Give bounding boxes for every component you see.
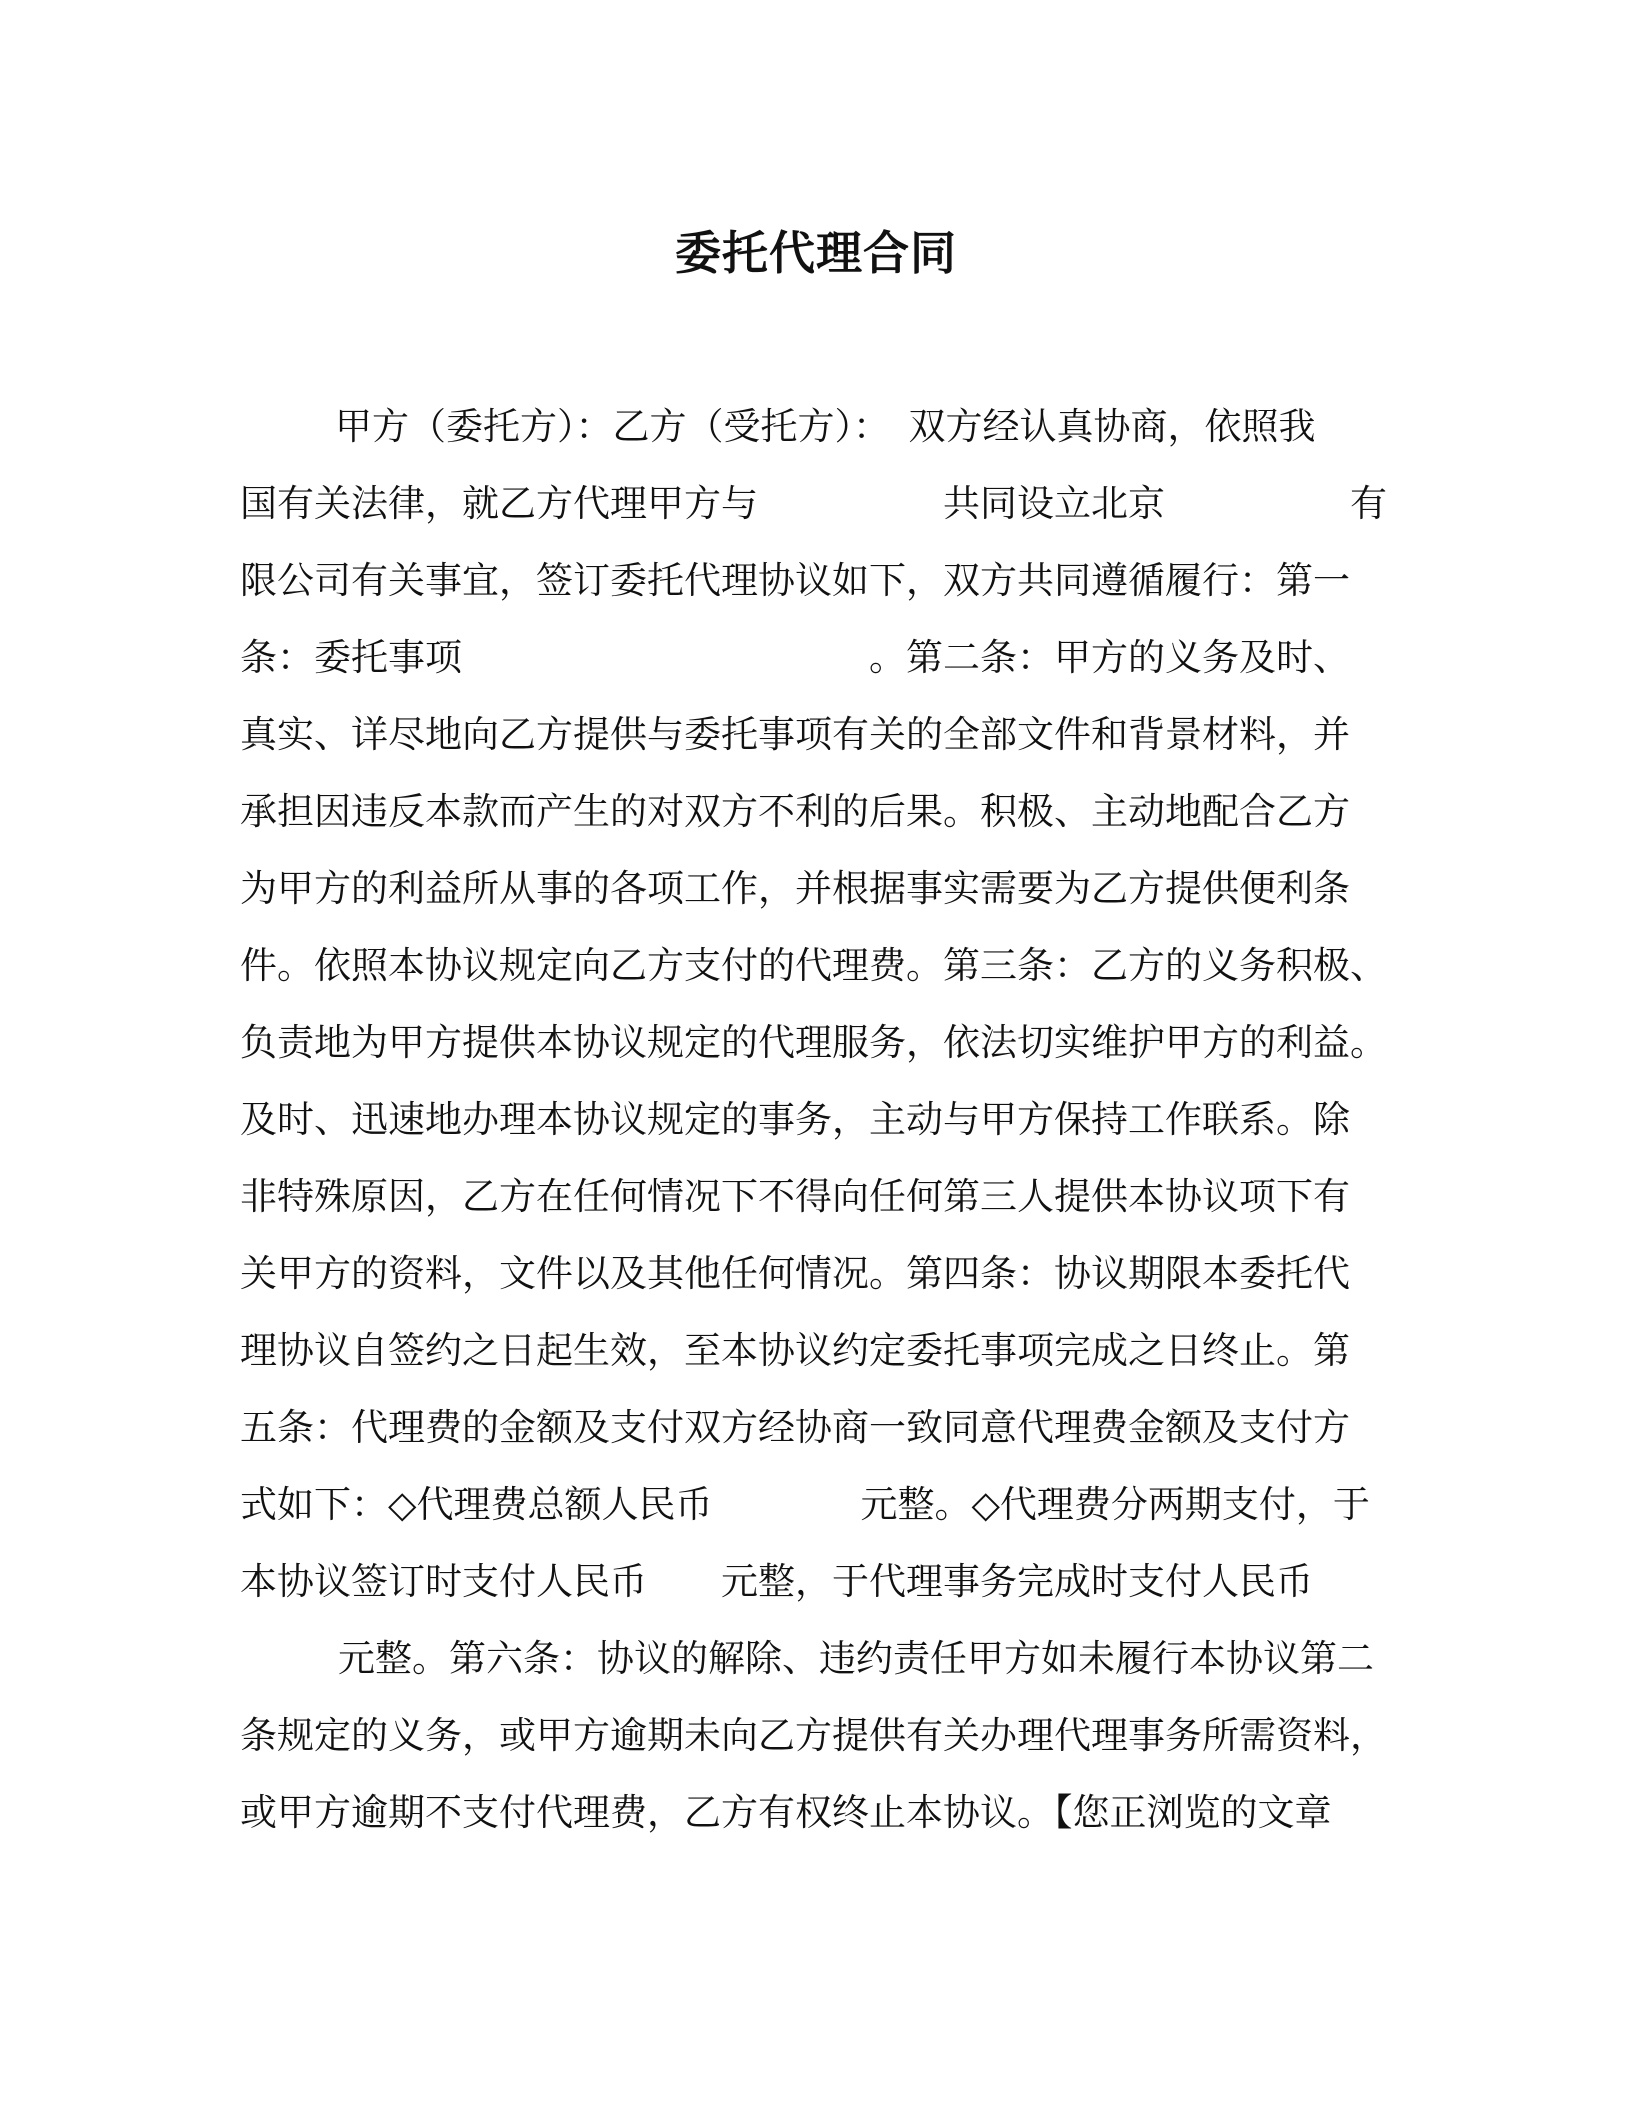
- body-line: 元整。第六条：协议的解除、违约责任甲方如未履行本协议第二: [338, 1637, 1374, 1680]
- body-line: 国有关法律，就乙方代理甲方与 共同设立北京 有: [240, 482, 1387, 525]
- body-line: 理协议自签约之日起生效，至本协议约定委托事项完成之日终止。第: [240, 1329, 1350, 1372]
- body-line: 为甲方的利益所从事的各项工作，并根据事实需要为乙方提供便利条: [240, 867, 1350, 910]
- body-line: 负责地为甲方提供本协议规定的代理服务，依法切实维护甲方的利益。: [240, 1021, 1387, 1064]
- body-line: 条：委托事项 。第二条：甲方的义务及时、: [240, 636, 1350, 679]
- body-line: 式如下：◇代理费总额人民币 元整。◇代理费分两期支付，于: [240, 1483, 1370, 1526]
- document-title: 委托代理合同: [675, 226, 957, 280]
- body-line: 甲方（委托方）：乙方（受托方）： 双方经认真协商，依照我: [335, 405, 1316, 448]
- body-line: 及时、迅速地办理本协议规定的事务，主动与甲方保持工作联系。除: [240, 1098, 1350, 1141]
- body-line: 关甲方的资料，文件以及其他任何情况。第四条：协议期限本委托代: [240, 1252, 1350, 1295]
- body-line: 本协议签订时支付人民币 元整，于代理事务完成时支付人民币: [240, 1560, 1313, 1603]
- body-line: 或甲方逾期不支付代理费，乙方有权终止本协议。【您正浏览的文章: [240, 1791, 1332, 1834]
- body-line: 条规定的义务，或甲方逾期未向乙方提供有关办理代理事务所需资料，: [240, 1714, 1387, 1757]
- body-line: 五条：代理费的金额及支付双方经协商一致同意代理费金额及支付方: [240, 1406, 1350, 1449]
- body-line: 件。依照本协议规定向乙方支付的代理费。第三条：乙方的义务积极、: [240, 944, 1387, 987]
- body-line: 真实、详尽地向乙方提供与委托事项有关的全部文件和背景材料，并: [240, 713, 1350, 756]
- body-line: 非特殊原因，乙方在任何情况下不得向任何第三人提供本协议项下有: [240, 1175, 1350, 1218]
- body-line: 限公司有关事宜，签订委托代理协议如下，双方共同遵循履行：第一: [240, 559, 1350, 602]
- body-line: 承担因违反本款而产生的对双方不利的后果。积极、主动地配合乙方: [240, 790, 1350, 833]
